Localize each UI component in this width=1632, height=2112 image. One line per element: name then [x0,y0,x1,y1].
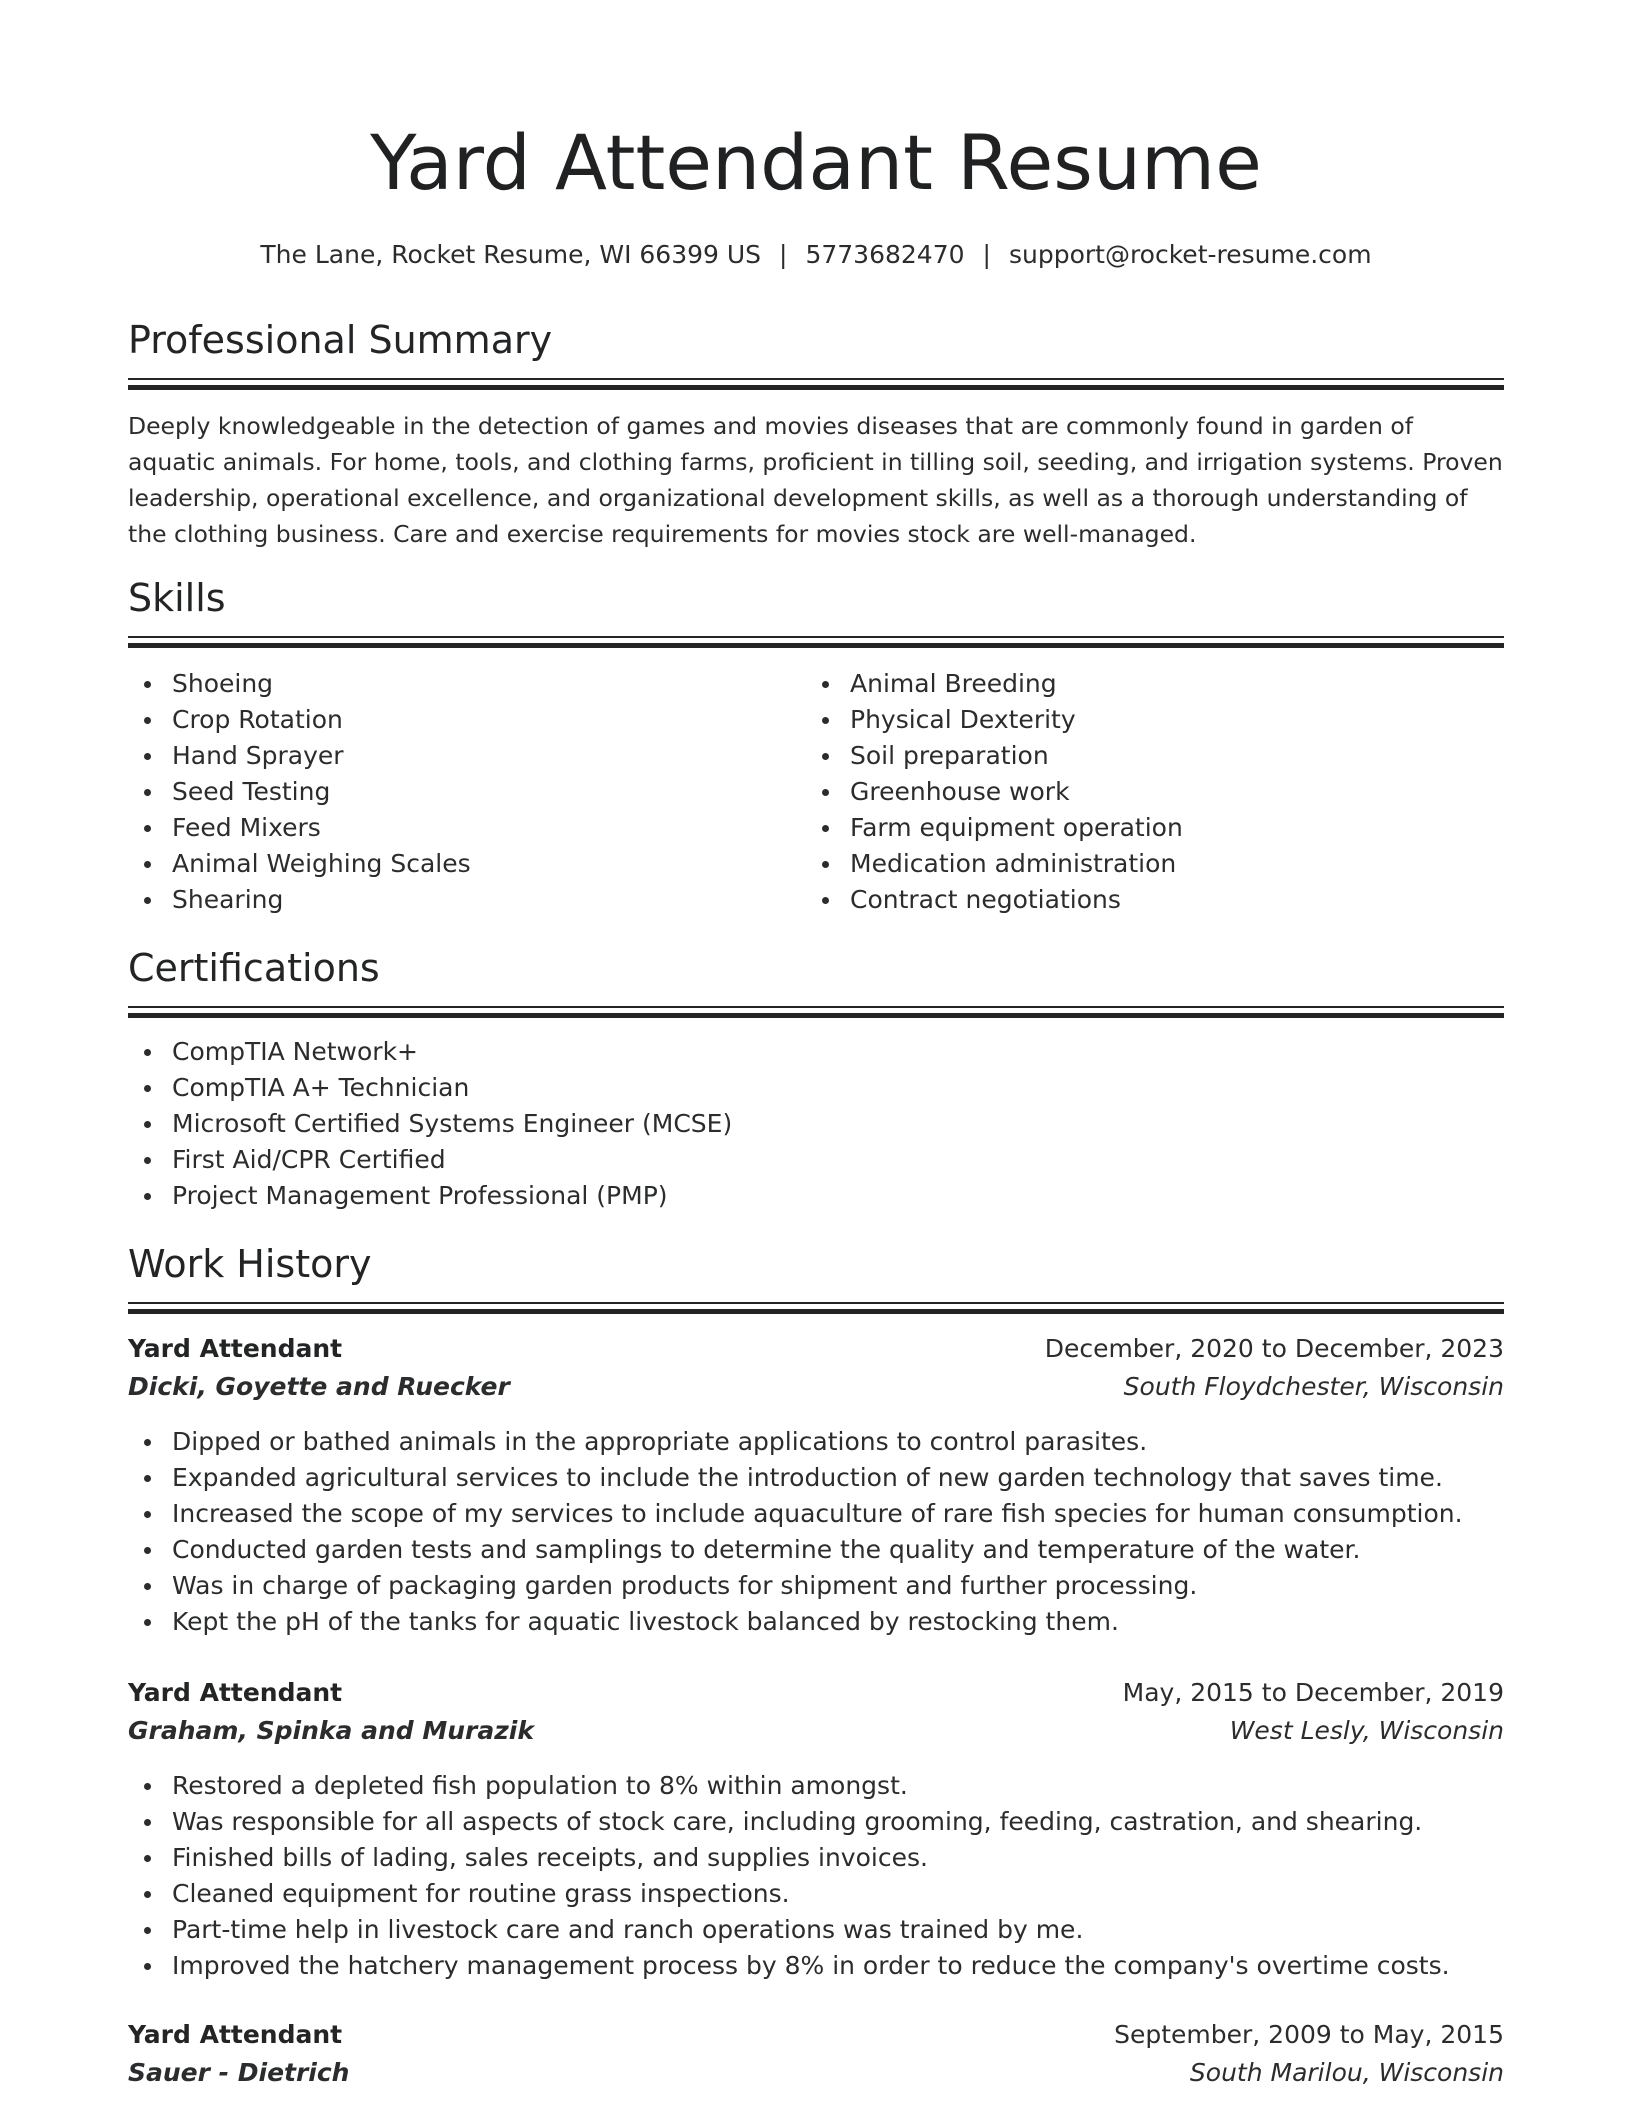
job-bullet: Restored a depleted fish population to 8% within amongst. [172,1768,1450,1804]
job-bullet: Was in charge of packaging garden products for shipment and further processing. [172,1568,1463,1604]
job-bullet: Improved the hatchery management process by 8% in order to reduce the company's overtime costs. [172,1948,1450,1984]
contact-separator: | [982,240,991,269]
job-bullet: Kept the pH of the tanks for aquatic livestock balanced by restocking them. [172,1604,1463,1640]
skill-item: Contract negotiations [850,882,1183,918]
job-title: Yard Attendant [128,2020,343,2049]
job-dates: May, 2015 to December, 2019 [1122,1678,1504,1707]
certifications-list [128,1034,732,1214]
skill-item: Physical Dexterity [850,702,1183,738]
job-title: Yard Attendant [128,1678,343,1707]
certification-item: Project Management Professional (PMP) [172,1178,732,1214]
certification-item: CompTIA A+ Technician [172,1070,732,1106]
job-dates: December, 2020 to December, 2023 [1044,1334,1504,1363]
work-history-heading: Work History [128,1242,372,1286]
certifications-divider [128,1006,1504,1018]
skills-list-right [806,666,1183,918]
summary-text: Deeply knowledgeable in the detection of games and movies diseases that are commonly found in garden of aquatic animals. For home, tools, and clothing farms, proficient in tilling soil, seeding, and irrigation systems. Proven leadership, operational excellence, and organizational development skills, as well as a thorough understanding of the clothing business. Care and exercise requirements for movies stock are well-managed. [128,412,1503,548]
skill-item: Seed Testing [172,774,471,810]
job-bullet: Finished bills of lading, sales receipts, and supplies invoices. [172,1840,1450,1876]
job-title: Yard Attendant [128,1334,343,1363]
skill-item: Animal Weighing Scales [172,846,471,882]
job-company: Graham, Spinka and Murazik [128,1716,534,1745]
skill-item: Greenhouse work [850,774,1183,810]
resume-title: Yard Attendant Resume [370,118,1262,207]
summary-heading: Professional Summary [128,318,553,362]
contact-address: The Lane, Rocket Resume, WI 66399 US [260,240,762,269]
skill-item: Hand Sprayer [172,738,471,774]
certification-item: CompTIA Network+ [172,1034,732,1070]
job-company: Dicki, Goyette and Ruecker [128,1372,510,1401]
skill-item: Soil preparation [850,738,1183,774]
skill-item: Farm equipment operation [850,810,1183,846]
certifications-heading: Certifications [128,946,380,990]
skill-item: Animal Breeding [850,666,1183,702]
skill-item: Shearing [172,882,471,918]
contact-email: support@rocket-resume.com [1008,240,1372,269]
job-bullet: Conducted garden tests and samplings to determine the quality and temperature of the water. [172,1532,1463,1568]
contact-separator: | [779,240,788,269]
job-bullet: Dipped or bathed animals in the appropriate applications to control parasites. [172,1424,1463,1460]
skill-item: Crop Rotation [172,702,471,738]
certification-item: First Aid/CPR Certified [172,1142,732,1178]
job-bullet: Expanded agricultural services to include the introduction of new garden technology that saves time. [172,1460,1463,1496]
job-location: West Lesly, Wisconsin [1229,1716,1504,1745]
job-bullets [128,1424,1463,1640]
job-company: Sauer - Dietrich [128,2058,350,2087]
job-location: South Marilou, Wisconsin [1189,2058,1504,2087]
skill-item: Shoeing [172,666,471,702]
skill-item: Feed Mixers [172,810,471,846]
work-history-divider [128,1302,1504,1314]
skills-heading: Skills [128,576,226,620]
job-bullet: Was responsible for all aspects of stock care, including grooming, feeding, castration, and shearing. [172,1804,1450,1840]
certification-item: Microsoft Certified Systems Engineer (MCSE) [172,1106,732,1142]
contact-phone: 5773682470 [805,240,965,269]
job-bullet: Cleaned equipment for routine grass inspections. [172,1876,1450,1912]
job-bullet: Part-time help in livestock care and ranch operations was trained by me. [172,1912,1450,1948]
job-dates: September, 2009 to May, 2015 [1114,2020,1504,2049]
job-location: South Floydchester, Wisconsin [1123,1372,1504,1401]
skill-item: Medication administration [850,846,1183,882]
job-bullets [128,1768,1450,1984]
summary-divider [128,378,1504,390]
skills-list-left [128,666,471,918]
skills-divider [128,636,1504,648]
contact-line [128,240,1504,269]
job-bullet: Increased the scope of my services to include aquaculture of rare fish species for human consumption. [172,1496,1463,1532]
